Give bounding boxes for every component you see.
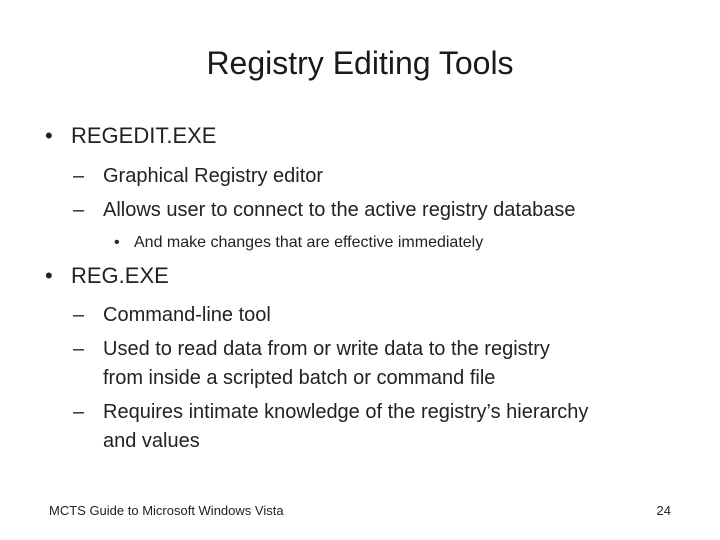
bullet-marker: • [45, 123, 53, 148]
sub-bullet-knowledge-line2: and values [103, 430, 200, 452]
sub-bullet-command-line: Command-line tool [103, 304, 271, 326]
bullet-regedit: REGEDIT.EXE [71, 123, 217, 148]
sub-bullet-marker: – [73, 401, 85, 423]
sub-sub-bullet-make-changes: And make changes that are effective immediately [134, 234, 484, 251]
bullet-marker: • [45, 263, 53, 288]
sub-bullet-knowledge-line1: Requires intimate knowledge of the registry’s hierarchy [103, 401, 589, 423]
page-number: 24 [656, 503, 671, 518]
bullet-reg: REG.EXE [71, 263, 169, 288]
sub-sub-bullet-marker: • [114, 234, 120, 251]
sub-bullet-graphical-editor: Graphical Registry editor [103, 165, 324, 187]
sub-bullet-read-write-line1: Used to read data from or write data to the registry [103, 338, 550, 360]
slide-title: Registry Editing Tools [206, 45, 514, 81]
sub-bullet-marker: – [73, 165, 85, 187]
sub-bullet-marker: – [73, 199, 85, 221]
sub-bullet-marker: – [73, 338, 85, 360]
sub-bullet-marker: – [73, 304, 85, 326]
sub-bullet-read-write-line2: from inside a scripted batch or command file [103, 367, 496, 389]
footer-course-title: MCTS Guide to Microsoft Windows Vista [49, 503, 284, 518]
sub-bullet-connect-active: Allows user to connect to the active registry database [103, 199, 576, 221]
